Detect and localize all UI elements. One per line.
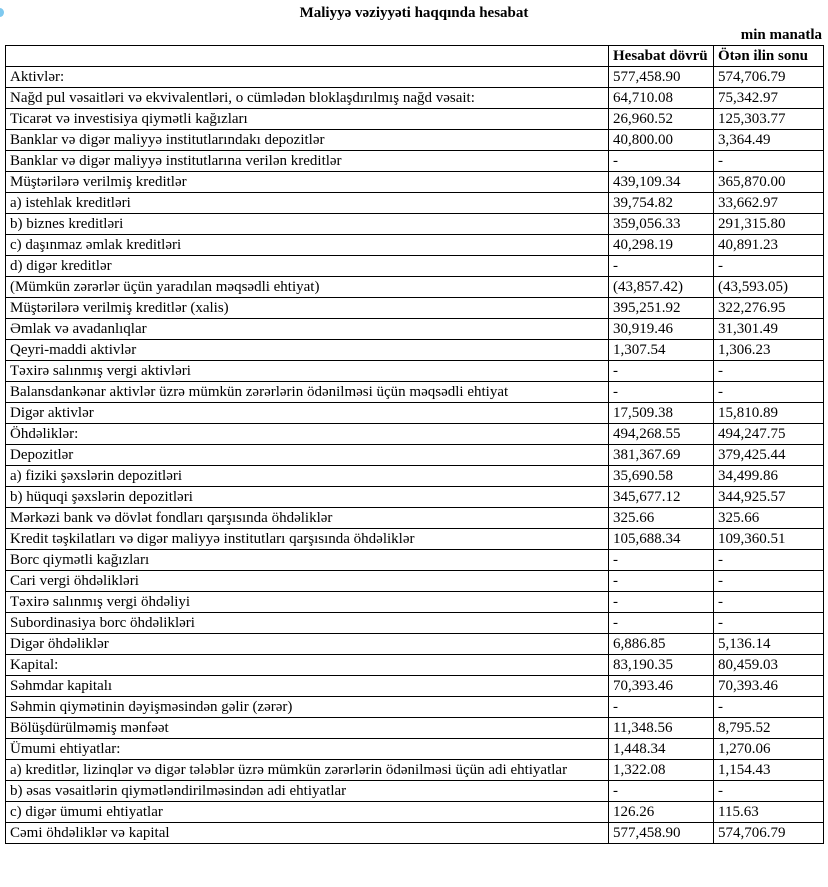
row-label: Kapital: [6, 655, 609, 676]
row-value-previous: 75,342.97 [714, 88, 824, 109]
row-value-current: 1,307.54 [609, 340, 714, 361]
row-value-current: 11,348.56 [609, 718, 714, 739]
row-value-current: 381,367.69 [609, 445, 714, 466]
row-value-previous: 115.63 [714, 802, 824, 823]
row-value-previous: - [714, 550, 824, 571]
row-value-previous: - [714, 256, 824, 277]
row-value-previous: - [714, 361, 824, 382]
row-value-current: 40,800.00 [609, 130, 714, 151]
row-label: c) digər ümumi ehtiyatlar [6, 802, 609, 823]
row-label: Banklar və digər maliyyə institutlarındakı depozitlər [6, 130, 609, 151]
row-label: b) biznes kreditləri [6, 214, 609, 235]
unit-note: min manatla [740, 27, 822, 43]
row-value-previous: 34,499.86 [714, 466, 824, 487]
row-label: d) digər kreditlər [6, 256, 609, 277]
row-label: Qeyri-maddi aktivlər [6, 340, 609, 361]
row-label: Mərkəzi bank və dövlət fondları qarşısında öhdəliklər [6, 508, 609, 529]
row-label: Nağd pul vəsaitləri və ekvivalentləri, o cümlədən bloklaşdırılmış nağd vəsait: [6, 88, 609, 109]
row-label: Ümumi ehtiyatlar: [6, 739, 609, 760]
row-value-previous: 8,795.52 [714, 718, 824, 739]
table-row [6, 424, 824, 445]
row-value-current: 6,886.85 [609, 634, 714, 655]
table-row [6, 214, 824, 235]
row-value-current: 35,690.58 [609, 466, 714, 487]
table-row [6, 487, 824, 508]
row-value-previous: 325.66 [714, 508, 824, 529]
table-row [6, 613, 824, 634]
row-value-current: 577,458.90 [609, 823, 714, 844]
row-value-current: - [609, 613, 714, 634]
table-header-row [6, 46, 824, 67]
row-value-current: 325.66 [609, 508, 714, 529]
row-label: Subordinasiya borc öhdəlikləri [6, 613, 609, 634]
row-value-current: - [609, 361, 714, 382]
row-label: Təxirə salınmış vergi öhdəliyi [6, 592, 609, 613]
row-label: a) kreditlər, lizinqlər və digər tələblər üzrə mümkün zərərlərin ödənilməsi üçün adi ehtiyatlar [6, 760, 609, 781]
table-row [6, 151, 824, 172]
row-value-current: 1,322.08 [609, 760, 714, 781]
table-row [6, 403, 824, 424]
column-header-current-period: Hesabat dövrü [609, 46, 714, 67]
row-label: b) əsas vəsaitlərin qiymətləndirilməsindən adi ehtiyatlar [6, 781, 609, 802]
table-row [6, 256, 824, 277]
row-value-previous: 365,870.00 [714, 172, 824, 193]
table-row [6, 88, 824, 109]
row-label: a) istehlak kreditləri [6, 193, 609, 214]
table-row [6, 655, 824, 676]
table-row [6, 235, 824, 256]
row-label: a) fiziki şəxslərin depozitləri [6, 466, 609, 487]
row-value-previous: 344,925.57 [714, 487, 824, 508]
row-value-previous: 109,360.51 [714, 529, 824, 550]
row-value-previous: 70,393.46 [714, 676, 824, 697]
row-value-current: 439,109.34 [609, 172, 714, 193]
row-value-current: 39,754.82 [609, 193, 714, 214]
row-label: Səhmin qiymətinin dəyişməsindən gəlir (zərər) [6, 697, 609, 718]
row-value-current: 83,190.35 [609, 655, 714, 676]
table-row [6, 508, 824, 529]
row-value-previous: 31,301.49 [714, 319, 824, 340]
row-value-previous: 494,247.75 [714, 424, 824, 445]
row-value-current: 345,677.12 [609, 487, 714, 508]
row-label: Aktivlər: [6, 67, 609, 88]
financial-position-table [5, 45, 824, 844]
row-value-current: 30,919.46 [609, 319, 714, 340]
row-value-previous: 1,154.43 [714, 760, 824, 781]
row-label: Digər öhdəliklər [6, 634, 609, 655]
row-value-previous: 80,459.03 [714, 655, 824, 676]
row-value-previous: 15,810.89 [714, 403, 824, 424]
row-value-previous: 5,136.14 [714, 634, 824, 655]
row-label: Cəmi öhdəliklər və kapital [6, 823, 609, 844]
row-label: Banklar və digər maliyyə institutlarına verilən kreditlər [6, 151, 609, 172]
row-value-previous: 574,706.79 [714, 823, 824, 844]
row-value-current: 1,448.34 [609, 739, 714, 760]
row-value-previous: - [714, 571, 824, 592]
row-value-current: - [609, 697, 714, 718]
table-row [6, 109, 824, 130]
row-value-current: 70,393.46 [609, 676, 714, 697]
table-row [6, 634, 824, 655]
row-value-current: - [609, 382, 714, 403]
row-label: Bölüşdürülməmiş mənfəət [6, 718, 609, 739]
row-label: b) hüquqi şəxslərin depozitləri [6, 487, 609, 508]
row-value-previous: 1,270.06 [714, 739, 824, 760]
row-value-current: 64,710.08 [609, 88, 714, 109]
row-value-previous: 379,425.44 [714, 445, 824, 466]
row-value-previous: 574,706.79 [714, 67, 824, 88]
table-body [6, 67, 824, 844]
row-label: Ticarət və investisiya qiymətli kağızları [6, 109, 609, 130]
row-label: Öhdəliklər: [6, 424, 609, 445]
row-value-previous: 1,306.23 [714, 340, 824, 361]
row-value-previous: 125,303.77 [714, 109, 824, 130]
row-label: (Mümkün zərərlər üçün yaradılan məqsədli ehtiyat) [6, 277, 609, 298]
table-row [6, 130, 824, 151]
table-row [6, 802, 824, 823]
row-value-previous: 291,315.80 [714, 214, 824, 235]
table-row [6, 382, 824, 403]
row-label: Kredit təşkilatları və digər maliyyə institutları qarşısında öhdəliklər [6, 529, 609, 550]
row-value-previous: - [714, 592, 824, 613]
row-label: Müştərilərə verilmiş kreditlər (xalis) [6, 298, 609, 319]
row-label: Cari vergi öhdəlikləri [6, 571, 609, 592]
table-row [6, 676, 824, 697]
row-value-current: (43,857.42) [609, 277, 714, 298]
row-value-current: - [609, 571, 714, 592]
row-value-current: 577,458.90 [609, 67, 714, 88]
table-row [6, 172, 824, 193]
row-value-previous: - [714, 697, 824, 718]
table-row [6, 781, 824, 802]
table-row [6, 571, 824, 592]
column-header-previous-year-end: Ötən ilin sonu [714, 46, 824, 67]
row-label: Səhmdar kapitalı [6, 676, 609, 697]
table-row [6, 445, 824, 466]
row-value-current: - [609, 256, 714, 277]
row-label: Depozitlər [6, 445, 609, 466]
table-row [6, 697, 824, 718]
row-value-current: 126.26 [609, 802, 714, 823]
row-value-previous: 40,891.23 [714, 235, 824, 256]
row-label: Təxirə salınmış vergi aktivləri [6, 361, 609, 382]
row-value-previous: - [714, 613, 824, 634]
row-label: Borc qiymətli kağızları [6, 550, 609, 571]
column-header-empty [6, 46, 609, 67]
table-row [6, 361, 824, 382]
table-row [6, 529, 824, 550]
table-row [6, 298, 824, 319]
row-value-current: 395,251.92 [609, 298, 714, 319]
row-value-current: 494,268.55 [609, 424, 714, 445]
table-row [6, 760, 824, 781]
row-value-current: 26,960.52 [609, 109, 714, 130]
row-value-current: - [609, 781, 714, 802]
table-row [6, 550, 824, 571]
page-title: Maliyyə vəziyyəti haqqında hesabat [299, 5, 529, 21]
table-row [6, 718, 824, 739]
row-value-previous: 3,364.49 [714, 130, 824, 151]
row-value-previous: - [714, 781, 824, 802]
row-value-current: - [609, 550, 714, 571]
row-value-previous: - [714, 382, 824, 403]
row-label: Digər aktivlər [6, 403, 609, 424]
row-label: c) daşınmaz əmlak kreditləri [6, 235, 609, 256]
row-value-current: 359,056.33 [609, 214, 714, 235]
table-row [6, 739, 824, 760]
row-value-previous: 322,276.95 [714, 298, 824, 319]
table-row [6, 67, 824, 88]
table-row [6, 823, 824, 844]
table-row [6, 340, 824, 361]
table-row [6, 277, 824, 298]
table-row [6, 466, 824, 487]
row-value-previous: 33,662.97 [714, 193, 824, 214]
row-value-current: 40,298.19 [609, 235, 714, 256]
row-label: Balansdankənar aktivlər üzrə mümkün zərərlərin ödənilməsi üçün məqsədli ehtiyat [6, 382, 609, 403]
row-label: Əmlak və avadanlıqlar [6, 319, 609, 340]
row-value-previous: - [714, 151, 824, 172]
row-value-previous: (43,593.05) [714, 277, 824, 298]
row-value-current: 17,509.38 [609, 403, 714, 424]
table-row [6, 319, 824, 340]
row-value-current: 105,688.34 [609, 529, 714, 550]
table-row [6, 592, 824, 613]
row-value-current: - [609, 151, 714, 172]
row-value-current: - [609, 592, 714, 613]
row-label: Müştərilərə verilmiş kreditlər [6, 172, 609, 193]
table-row [6, 193, 824, 214]
